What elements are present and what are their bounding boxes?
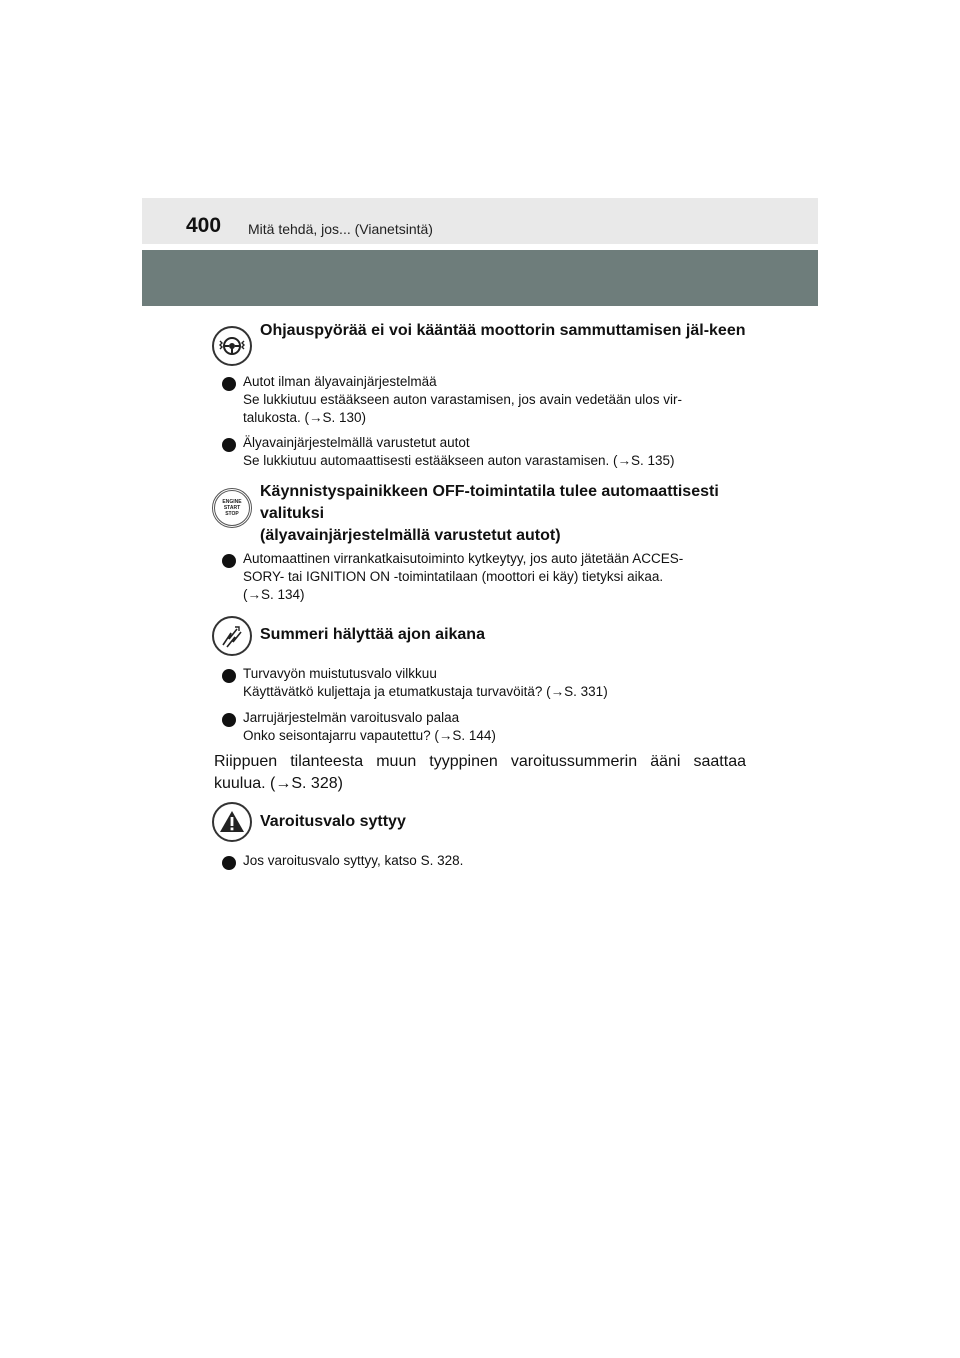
bullet-marker (222, 377, 236, 391)
icon-label: ENGINE (222, 499, 242, 505)
bullet-line: (→S. 134) (243, 587, 305, 602)
bullet-line: Se lukkiutuu automaattisesti estääkseen auton varastamisen. (→S. 135) (243, 453, 675, 468)
bullet-text (243, 434, 749, 470)
bullet-line: talukosta. (→S. 130) (243, 410, 367, 425)
engine-start-stop-icon (212, 488, 252, 528)
bullet-title: Jarrujärjestelmän varoitusvalo palaa (243, 710, 460, 725)
bullet-line: Käyttävätkö kuljettaja ja etumatkustaja turvavöitä? (→S. 331) (243, 684, 608, 699)
bullet-marker (222, 713, 236, 727)
section-heading: Ohjauspyörää ei voi kääntää moottorin sammuttamisen jäl-keen (260, 322, 746, 339)
chapter-title: Mitä tehdä, jos... (Vianetsintä) (248, 221, 433, 237)
bullet-marker (222, 669, 236, 683)
icon-label: START (223, 505, 241, 511)
bullet-title: Älyavainjärjestelmällä varustetut autot (243, 435, 470, 450)
section-heading (260, 481, 746, 547)
bullet-text (243, 665, 749, 701)
section-band (142, 250, 818, 306)
bullet-marker (222, 554, 236, 568)
heading-line: (älyavainjärjestelmällä varustetut autot) (260, 527, 561, 544)
bullet-line: Se lukkiutuu estääkseen auton varastamisen, jos avain vedetään ulos vir- (243, 392, 683, 407)
bullet-title: Autot ilman älyavainjärjestelmää (243, 374, 437, 389)
bullet-title: Turvavyön muistutusvalo vilkkuu (243, 666, 437, 681)
bullet-line: Jos varoitusvalo syttyy, katso S. 328. (243, 853, 464, 868)
bullet-marker (222, 438, 236, 452)
page-header (142, 198, 818, 244)
bullet-line: Onko seisontajarru vapautettu? (→S. 144) (243, 728, 496, 743)
body-paragraph: Riippuen tilanteesta muun tyyppinen varoitussummerin ääni saattaa kuulua. (→S. 328) (214, 753, 746, 792)
bullet-line: SORY- tai IGNITION ON -toimintatilaan (moottori ei käy) tietyksi aikaa. (243, 569, 664, 584)
bullet-marker (222, 856, 236, 870)
bullet-text (243, 550, 749, 604)
bullet-text (243, 852, 749, 870)
bullet-text (243, 373, 749, 427)
section-heading: Varoitusvalo syttyy (260, 813, 406, 830)
heading-line: Käynnistyspainikkeen OFF-toimintatila tulee automaattisesti (260, 483, 719, 500)
buzzer-icon (212, 616, 252, 656)
section-heading: Summeri hälyttää ajon aikana (260, 626, 485, 643)
warning-triangle-icon (212, 802, 252, 842)
icon-label: STOP (225, 511, 239, 517)
steering-lock-icon (212, 326, 252, 366)
bullet-text (243, 709, 749, 745)
bullet-line: Automaattinen virrankatkaisutoiminto kytkeytyy, jos auto jätetään ACCES- (243, 551, 684, 566)
heading-line: valituksi (260, 505, 325, 522)
page-number: 400 (186, 214, 222, 237)
